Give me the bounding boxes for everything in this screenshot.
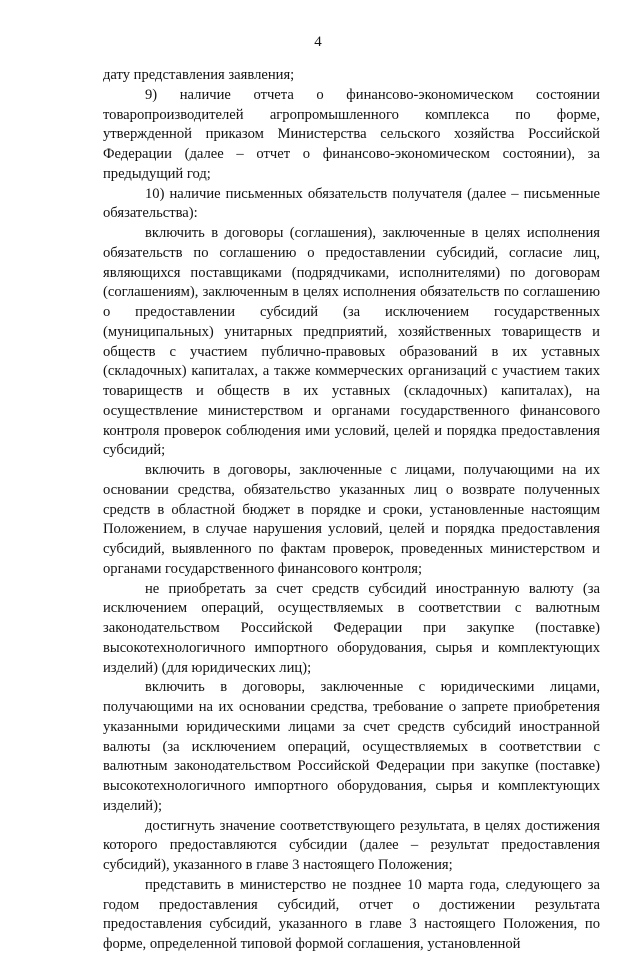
- paragraph-obligation-currency-ban-contracts: включить в договоры, заключенные с юридическими лицами, получающими на их основании средства, требование о запрете приобретения указанными юридическими лицами за счет средств субсидий иностранной валюты (за исключением операций, осуществляемых в соответствии с валютным законодательством Российской Федерации при закупке (поставке) высокотехнологичного импортного оборудования, сырья и комплектующих изделий);: [103, 679, 600, 814]
- paragraph-obligation-result: достигнуть значение соответствующего результата, в целях достижения которого предоставляются субсидии (далее – результат предоставления субсидий), указанного в главе 3 настоящего Положения;: [103, 817, 600, 873]
- paragraph-item-9: 9) наличие отчета о финансово-экономическом состоянии товаропроизводителей агропромышленного комплекса по форме, утвержденной приказом Министерства сельского хозяйства Российской Федерации (далее – отчет о финансово-экономическом состоянии), за предыдущий год;: [103, 86, 600, 182]
- document-body: [103, 66, 600, 955]
- paragraph-obligation-refund: включить в договоры, заключенные с лицами, получающими на их основании средства, обязательство указанных лиц о возврате полученных средств в областной бюджет в порядке и сроки, установленные настоящим Положением, в случае нарушения условий, целей и порядка предоставления субсидий, выявленного по фактам проверок, проведенных министерством и органами государственного финансового контроля;: [103, 462, 600, 577]
- paragraph-obligation-control-consent: включить в договоры (соглашения), заключенные в целях исполнения обязательств по соглашению о предоставлении субсидий, согласие лиц, являющихся поставщиками (подрядчиками, исполнителями) по договорам (соглашениям), заключенным в целях исполнения обязательств по соглашению о предоставлении субсидий (за исключением государственных (муниципальных) унитарных предприятий, хозяйственных товариществ и обществ с участием публично-правовых образований в их уставных (складочных) капиталах, а также коммерческих организаций с участием таких товариществ и обществ в их уставных (складочных) капиталах), на осуществление министерством и органами государственного финансового контроля проверок соблюдения ими условий, целей и порядка предоставления субсидий;: [103, 225, 600, 459]
- page-number: 4: [314, 34, 322, 50]
- paragraph-item-10: 10) наличие письменных обязательств получателя (далее – письменные обязательства):: [103, 185, 600, 222]
- paragraph-date-continuation: дату представления заявления;: [103, 67, 295, 83]
- paragraph-obligation-no-currency: не приобретать за счет средств субсидий иностранную валюту (за исключением операций, осуществляемых в соответствии с валютным законодательством Российской Федерации при закупке (поставке) высокотехнологичного импортного оборудования, сырья и комплектующих изделий) (для юридических лиц);: [103, 580, 600, 676]
- paragraph-obligation-report: представить в министерство не позднее 10 марта года, следующего за годом предоставления субсидий, отчет о достижении результата предоставления субсидий, указанного в главе 3 настоящего Положения, по форме, определенной типовой формой соглашения, установленной: [103, 876, 600, 952]
